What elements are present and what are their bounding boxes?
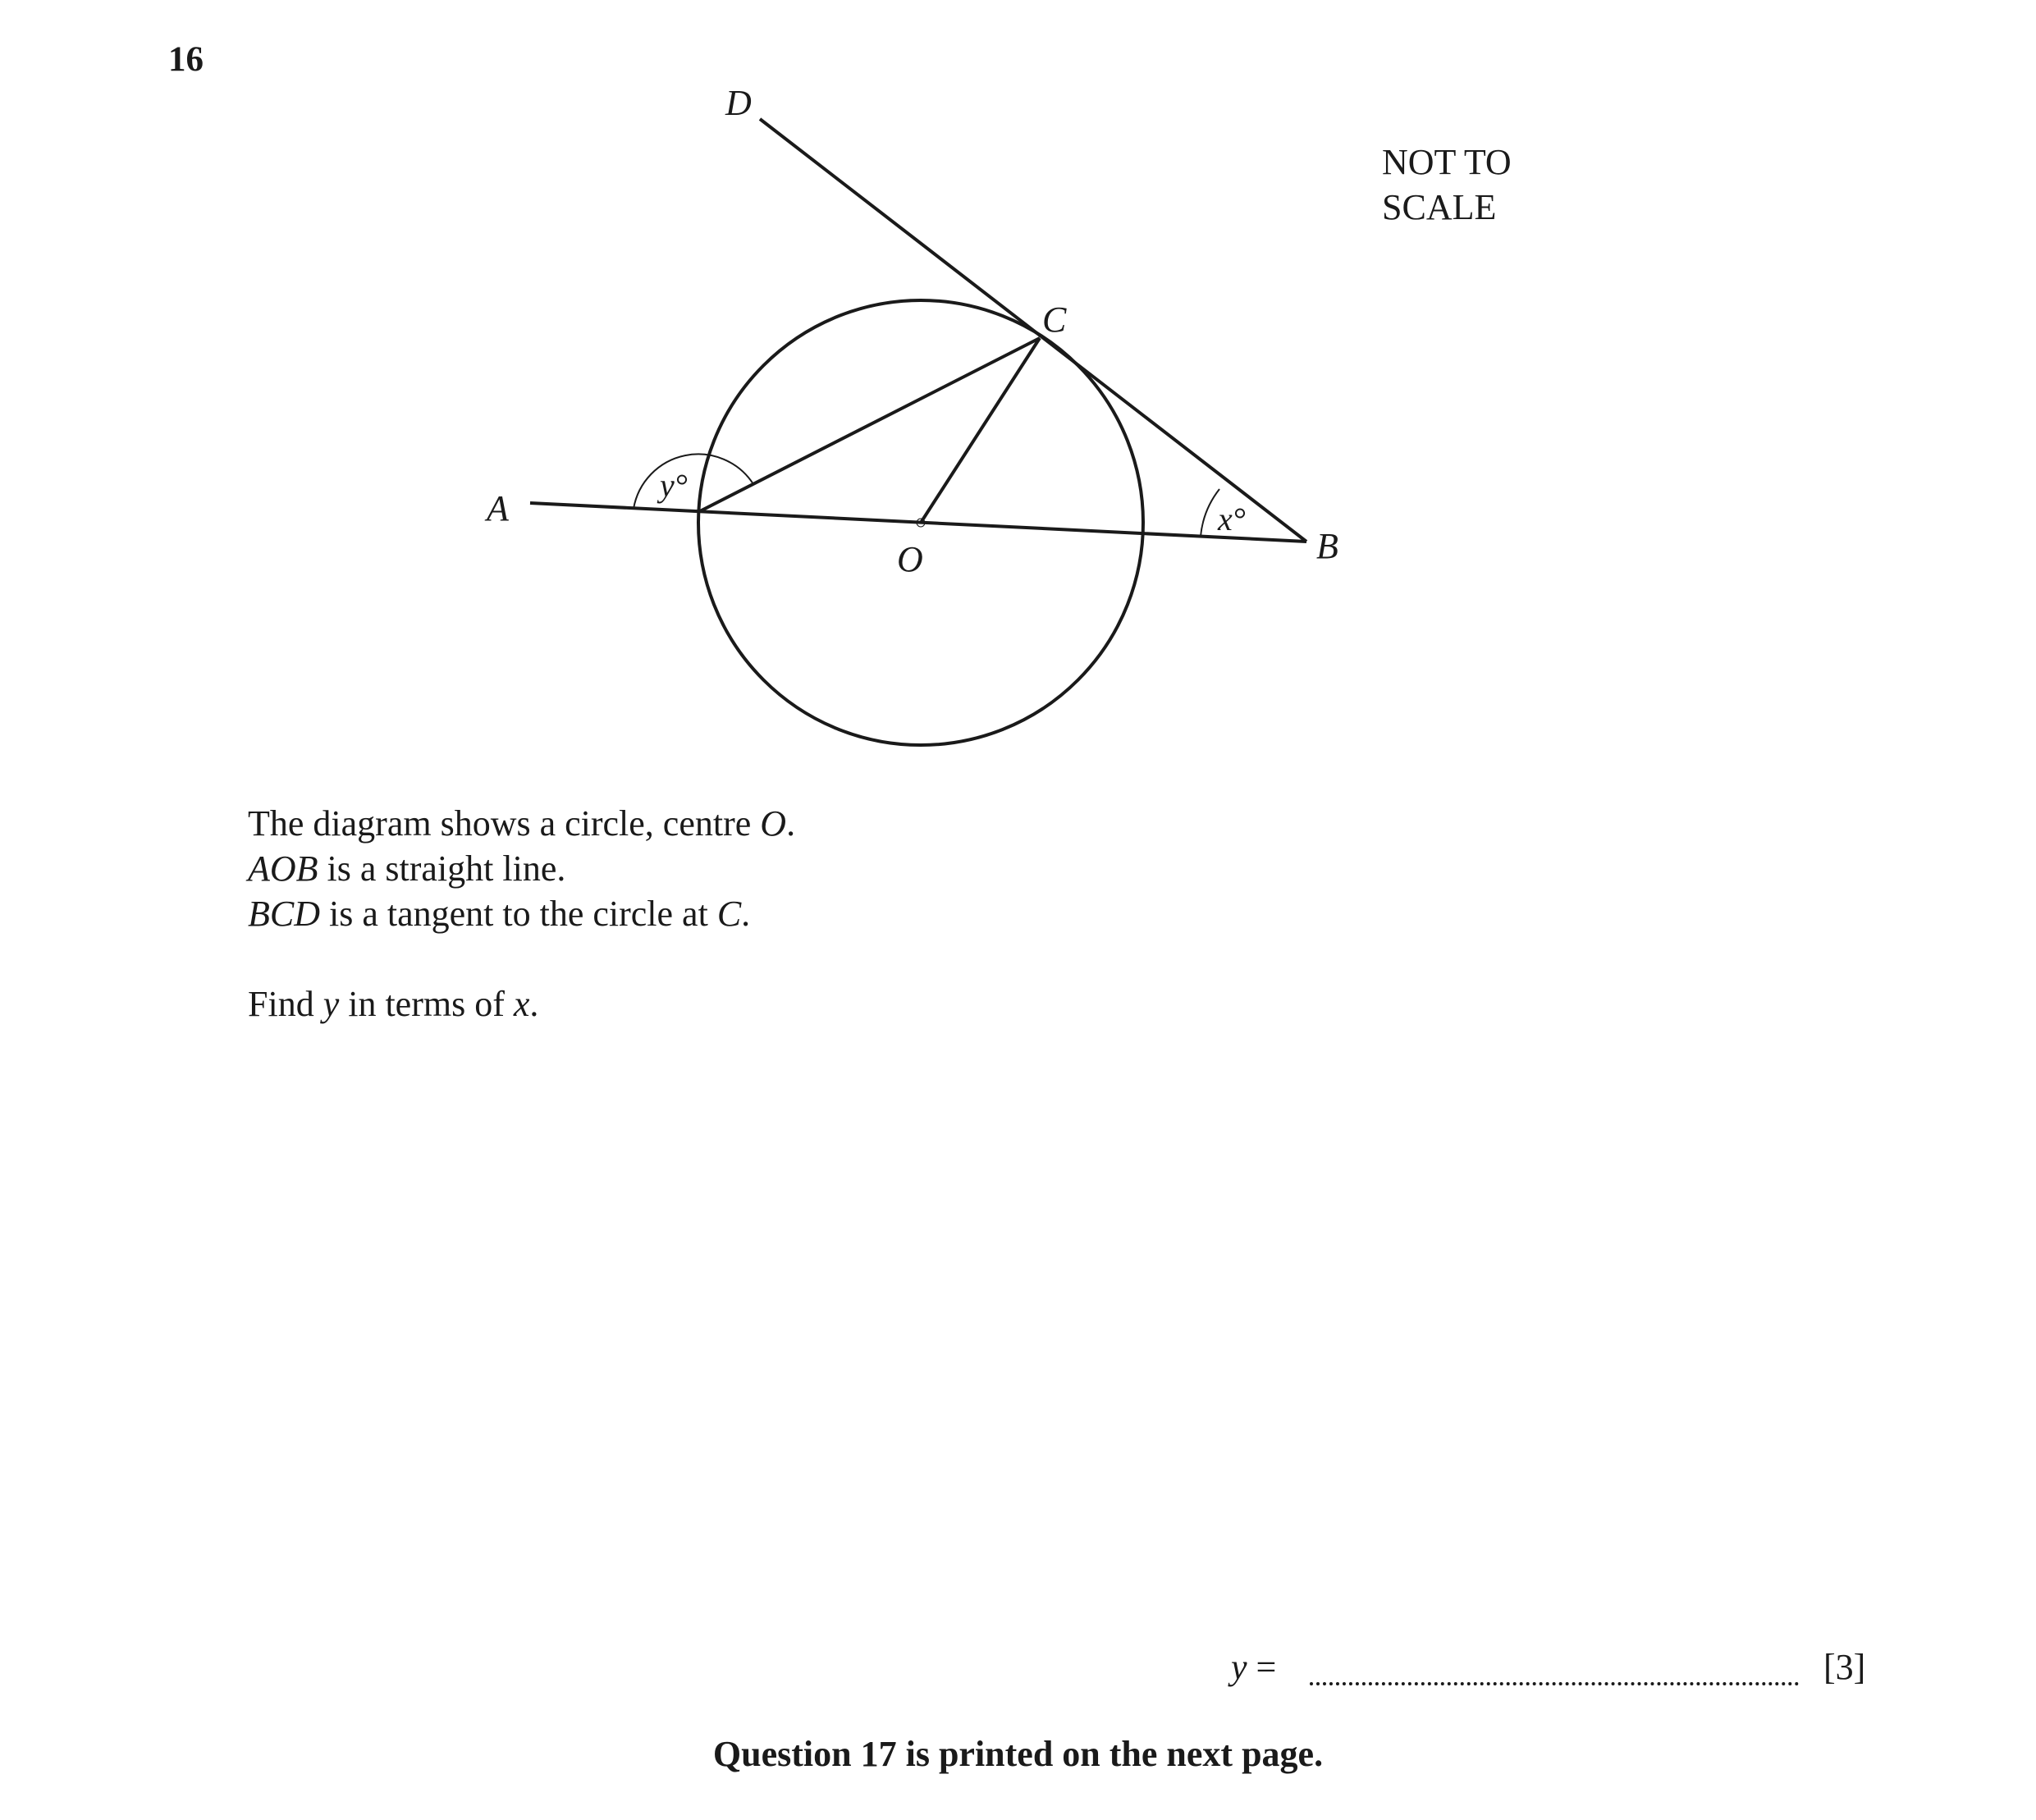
point-label-c: C: [1042, 300, 1067, 340]
angle-label-y: y°: [660, 467, 688, 504]
scale-note-line-1: NOT TO: [1382, 142, 1512, 182]
question-number: 16: [168, 40, 204, 79]
point-label-a: A: [487, 488, 509, 528]
scale-note-line-2: SCALE: [1382, 187, 1497, 227]
angle-arc-y: [634, 454, 753, 509]
angle-label-x: x°: [1218, 501, 1246, 537]
text-line-straight-line: AOB is a straight line.: [248, 848, 566, 889]
line-bcd-tangent: [760, 119, 1306, 542]
radius-oc: [921, 338, 1040, 523]
angle-arc-x: [1201, 489, 1219, 537]
not-to-scale-note: [1382, 139, 1512, 230]
answer-dotted-field[interactable]: [1310, 1682, 1799, 1685]
footer-note: Question 17 is printed on the next page.: [712, 1734, 1324, 1774]
answer-line: [1231, 1646, 1871, 1695]
point-label-d: D: [725, 83, 752, 123]
point-label-b: B: [1316, 526, 1338, 566]
chord-ac: [698, 338, 1040, 512]
text-line-circle-centre: The diagram shows a circle, centre O.: [248, 803, 796, 844]
text-line-tangent: BCD is a tangent to the circle at C.: [248, 894, 751, 934]
question-text: [248, 801, 795, 1027]
line-aob: [530, 503, 1306, 542]
marks-label: [3]: [1823, 1647, 1866, 1687]
point-label-o: O: [897, 539, 923, 579]
answer-label: y =: [1231, 1647, 1277, 1687]
text-line-instruction: Find y in terms of x.: [248, 984, 539, 1024]
